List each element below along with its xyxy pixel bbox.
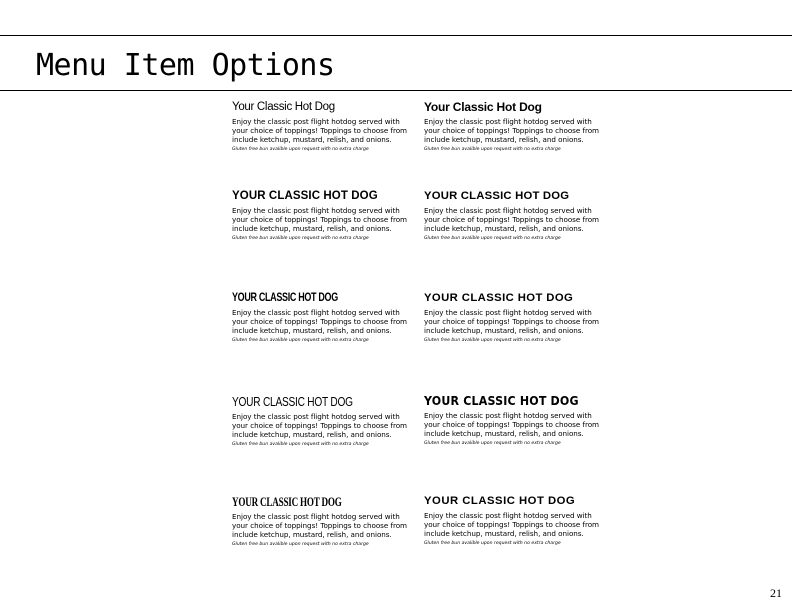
menu-item-note: Gluten free bun avalible upon request with no extra charge xyxy=(424,146,561,152)
menu-item-name: YOUR CLASSIC HOT DOG xyxy=(424,394,579,408)
menu-item-description: Enjoy the classic post flight hotdog served with your choice of toppings! Toppings to choose from include ketchup, mustard, relish, and onions. xyxy=(424,117,599,145)
menu-option-5 xyxy=(232,291,412,344)
menu-option-4 xyxy=(424,189,604,242)
menu-item-name: YOUR CLASSIC HOT DOG xyxy=(232,190,378,202)
menu-option-2 xyxy=(424,100,604,153)
menu-item-note: Gluten free bun avalible upon request with no extra charge xyxy=(232,441,369,447)
menu-item-description: Enjoy the classic post flight hotdog served with your choice of toppings! Toppings to choose from include ketchup, mustard, relish, and onions. xyxy=(232,412,407,440)
menu-item-note: Gluten free bun avalible upon request with no extra charge xyxy=(424,440,561,446)
menu-item-description: Enjoy the classic post flight hotdog served with your choice of toppings! Toppings to choose from include ketchup, mustard, relish, and onions. xyxy=(232,308,407,336)
menu-item-name: Your Classic Hot Dog xyxy=(232,101,335,113)
menu-item-description: Enjoy the classic post flight hotdog served with your choice of toppings! Toppings to choose from include ketchup, mustard, relish, and onions. xyxy=(424,511,599,539)
menu-item-note: Gluten free bun avalible upon request with no extra charge xyxy=(424,235,561,241)
menu-item-name: YOUR CLASSIC HOT DOG xyxy=(424,190,570,202)
menu-item-description: Enjoy the classic post flight hotdog served with your choice of toppings! Toppings to choose from include ketchup, mustard, relish, and onions. xyxy=(232,117,407,145)
menu-option-10 xyxy=(424,494,604,547)
page-title: Menu Item Options xyxy=(36,48,335,83)
menu-item-name: YOUR CLASSIC HOT DOG xyxy=(232,494,342,509)
menu-item-note: Gluten free bun avalible upon request with no extra charge xyxy=(232,541,369,547)
menu-option-8 xyxy=(424,394,604,447)
menu-item-note: Gluten free bun avalible upon request with no extra charge xyxy=(424,337,561,343)
menu-option-6 xyxy=(424,291,604,344)
menu-item-note: Gluten free bun avalible upon request with no extra charge xyxy=(232,235,369,241)
menu-option-1 xyxy=(232,100,412,153)
menu-item-name: YOUR CLASSIC HOT DOG xyxy=(424,495,576,507)
menu-item-description: Enjoy the classic post flight hotdog served with your choice of toppings! Toppings to choose from include ketchup, mustard, relish, and onions. xyxy=(424,411,599,439)
menu-option-9 xyxy=(232,495,412,548)
menu-item-description: Enjoy the classic post flight hotdog served with your choice of toppings! Toppings to choose from include ketchup, mustard, relish, and onions. xyxy=(424,308,599,336)
menu-item-description: Enjoy the classic post flight hotdog served with your choice of toppings! Toppings to choose from include ketchup, mustard, relish, and onions. xyxy=(232,512,407,540)
menu-option-7 xyxy=(232,395,412,448)
menu-item-note: Gluten free bun avalible upon request with no extra charge xyxy=(232,146,369,152)
menu-item-name: YOUR CLASSIC HOT DOG xyxy=(232,394,353,409)
menu-option-3 xyxy=(232,189,412,242)
menu-item-note: Gluten free bun avalible upon request with no extra charge xyxy=(232,337,369,343)
page-number: 21 xyxy=(770,586,782,600)
menu-item-name: Your Classic Hot Dog xyxy=(424,100,542,114)
menu-item-note: Gluten free bun avalible upon request with no extra charge xyxy=(424,540,561,546)
menu-item-description: Enjoy the classic post flight hotdog served with your choice of toppings! Toppings to choose from include ketchup, mustard, relish, and onions. xyxy=(424,206,599,234)
menu-item-name: YOUR CLASSIC HOT DOG xyxy=(424,292,574,304)
menu-item-description: Enjoy the classic post flight hotdog served with your choice of toppings! Toppings to choose from include ketchup, mustard, relish, and onions. xyxy=(232,206,407,234)
menu-item-name: YOUR CLASSIC HOT DOG xyxy=(232,292,338,304)
